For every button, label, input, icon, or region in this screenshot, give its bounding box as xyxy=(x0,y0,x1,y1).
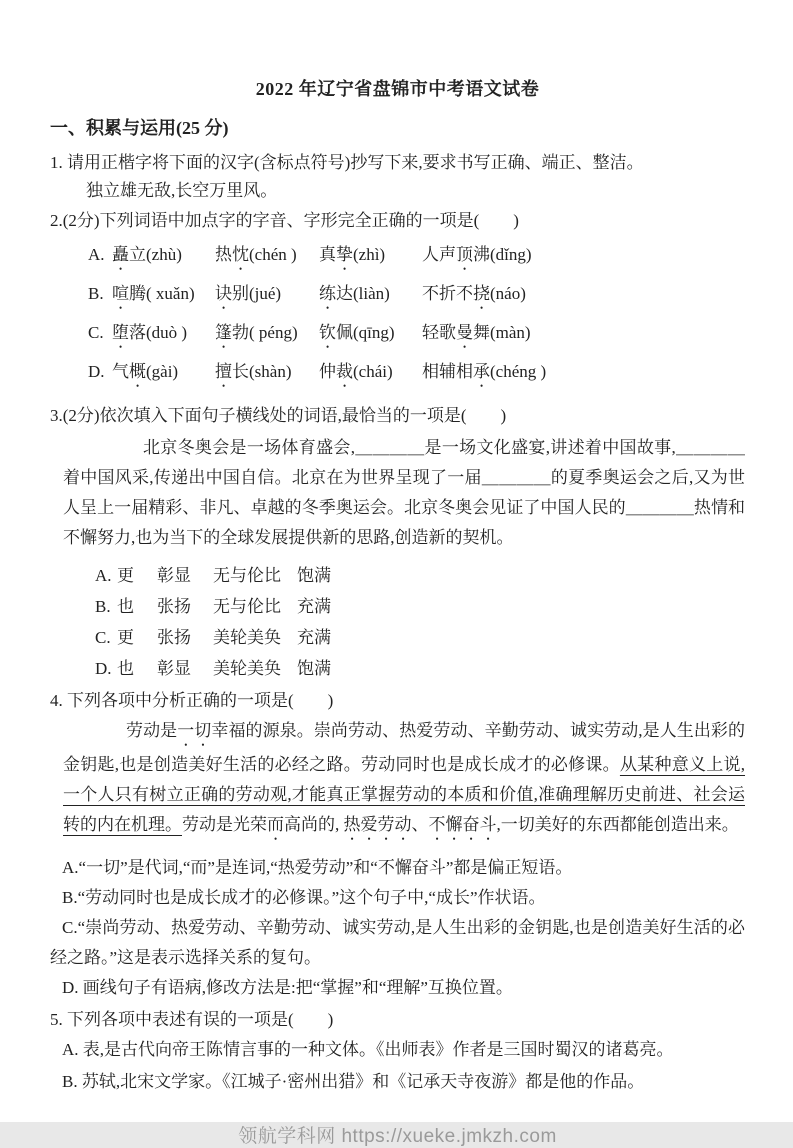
option-label: C. xyxy=(88,323,108,342)
question-3 xyxy=(50,405,745,680)
word-item: 无与伦比 xyxy=(213,597,281,616)
word-item: 彰显 xyxy=(157,566,191,585)
word-item: 饱满 xyxy=(297,659,331,678)
word-item: 热忱(chén ) xyxy=(215,245,297,264)
word-item: 练达(liàn) xyxy=(319,284,390,303)
question-2-option-a xyxy=(88,244,745,274)
word-item: 相辅相承(chéng ) xyxy=(422,362,547,381)
word-item: 张扬 xyxy=(157,597,191,616)
question-4-option-c xyxy=(50,913,745,973)
option-text: “崇尚劳动、热爱劳动、辛勤劳动、诚实劳动,是人生出彩的金钥匙,也是创造美好生活的必经之路。”这是表示选择关系的复句。 xyxy=(50,918,745,967)
option-text: “劳动同时也是成长成才的必修课。”这个句子中,“成长”作状语。 xyxy=(77,888,546,907)
option-label: C. xyxy=(62,918,78,937)
word-item: 也 xyxy=(117,659,134,678)
word-item: 擅长(shàn) xyxy=(215,362,292,381)
option-label: B. xyxy=(62,1072,78,1091)
word-item: 也 xyxy=(117,597,134,616)
option-text: 苏轼,北宋文学家。《江城子·密州出猎》和《记承天寺夜游》都是他的作品。 xyxy=(77,1072,645,1091)
question-5-option-a xyxy=(50,1039,745,1061)
watermark-site-link: 领航学科网 https://xueke.jmkzh.com xyxy=(238,1126,557,1147)
question-5-options xyxy=(50,1039,745,1093)
word-item: 篷勃( péng) xyxy=(215,323,298,342)
word-item: 矗立(zhù) xyxy=(112,245,182,264)
option-label: D. xyxy=(95,659,116,678)
option-label: D. xyxy=(88,362,109,381)
question-4 xyxy=(50,690,745,1003)
question-2-stem: 2.(2分)下列词语中加点字的字音、字形完全正确的一项是( ) xyxy=(50,211,519,230)
option-text: 表,是古代向帝王陈情言事的一种文体。《出师表》作者是三国时蜀汉的诸葛亮。 xyxy=(78,1040,674,1059)
option-label: B. xyxy=(95,597,115,616)
question-5 xyxy=(50,1009,745,1093)
option-text: 画线句子有语病,修改方法是:把“掌握”和“理解”互换位置。 xyxy=(78,978,513,997)
word-item: 轻歌曼舞(màn) xyxy=(422,323,531,342)
question-4-option-d xyxy=(50,973,745,1003)
section-heading: 一、积累与运用(25 分) xyxy=(50,118,229,138)
question-5-stem: 5. 下列各项中表述有误的一项是( ) xyxy=(50,1010,334,1029)
word-item: 张扬 xyxy=(157,628,191,647)
question-2-option-d xyxy=(88,361,745,391)
word-item: 更 xyxy=(117,566,134,585)
word-item: 充满 xyxy=(297,628,331,647)
question-1-copy-text: 独立雄无敌,长空万里风。 xyxy=(86,181,278,200)
option-label: A. xyxy=(62,1040,79,1059)
word-item: 气概(gài) xyxy=(112,362,179,381)
option-label: B. xyxy=(88,284,108,303)
question-3-option-c xyxy=(95,627,745,649)
question-4-passage: 劳动是一切幸福的源泉。崇尚劳动、热爱劳动、辛勤劳动、诚实劳动,是人生出彩的金钥匙,也是创造美好生活的必经之路。劳动同时也是成长成才的必修课。从某种意义上说,一个人只有树立正确的劳动观,才能真正掌握劳动的本质和价值,准确理解历史前进、社会运转的内在机理。劳动是光荣而高尚的, 热爱劳动、不懈奋斗,一切美好的东西都能创造出来。 xyxy=(63,721,746,834)
word-item: 美轮美奂 xyxy=(213,628,281,647)
page-title: 2022 年辽宁省盘锦市中考语文试卷 xyxy=(255,79,540,99)
option-label: A. xyxy=(62,858,79,877)
question-5-option-b xyxy=(50,1071,745,1093)
word-item: 无与伦比 xyxy=(213,566,281,585)
question-4-stem: 4. 下列各项中分析正确的一项是( ) xyxy=(50,691,334,710)
word-item: 堕落(duò ) xyxy=(112,323,188,342)
word-item: 仲裁(chái) xyxy=(319,362,393,381)
word-item: 人声顶沸(dǐng) xyxy=(422,245,532,264)
option-label: D. xyxy=(62,978,79,997)
word-item: 喧腾( xuǎn) xyxy=(112,284,195,303)
option-label: A. xyxy=(95,566,116,585)
word-item: 诀别(jué) xyxy=(215,284,282,303)
question-2-option-b xyxy=(88,283,745,313)
question-4-options xyxy=(50,853,745,1003)
word-item: 饱满 xyxy=(297,566,331,585)
question-3-option-d xyxy=(95,658,745,680)
option-label: A. xyxy=(88,245,109,264)
word-item: 更 xyxy=(117,628,134,647)
question-3-stem: 3.(2分)依次填入下面句子横线处的词语,最恰当的一项是( ) xyxy=(50,406,507,425)
question-1 xyxy=(50,152,745,202)
word-item: 钦佩(qīng) xyxy=(319,323,395,342)
question-4-option-b xyxy=(50,883,745,913)
question-3-passage: 北京冬奥会是一场体育盛会,＿＿＿＿是一场文化盛宴,讲述着中国故事,＿＿＿＿着中国风采,传递出中国自信。北京在为世界呈现了一届＿＿＿＿的夏季奥运会之后,又为世人呈上一届精彩、非凡、卓越的冬季奥运会。北京冬奥会见证了中国人民的＿＿＿＿热情和不懈努力,也为当下的全球发展提供新的思路,创造新的契机。 xyxy=(63,438,745,547)
word-item: 美轮美奂 xyxy=(213,659,281,678)
option-label: C. xyxy=(95,628,115,647)
word-item: 充满 xyxy=(297,597,331,616)
word-item: 不折不挠(náo) xyxy=(422,284,526,303)
option-text: “一切”是代词,“而”是连词,“热爱劳动”和“不懈奋斗”都是偏正短语。 xyxy=(78,858,573,877)
question-2 xyxy=(50,210,745,391)
word-item: 彰显 xyxy=(157,659,191,678)
question-2-option-c xyxy=(88,322,745,352)
question-3-option-b xyxy=(95,596,745,618)
question-4-option-a xyxy=(50,853,745,883)
question-3-option-a xyxy=(95,565,745,587)
option-label: B. xyxy=(62,888,78,907)
question-1-stem: 1. 请用正楷字将下面的汉字(含标点符号)抄写下来,要求书写正确、端正、整洁。 xyxy=(50,153,644,172)
word-item: 真挚(zhì) xyxy=(319,245,386,264)
